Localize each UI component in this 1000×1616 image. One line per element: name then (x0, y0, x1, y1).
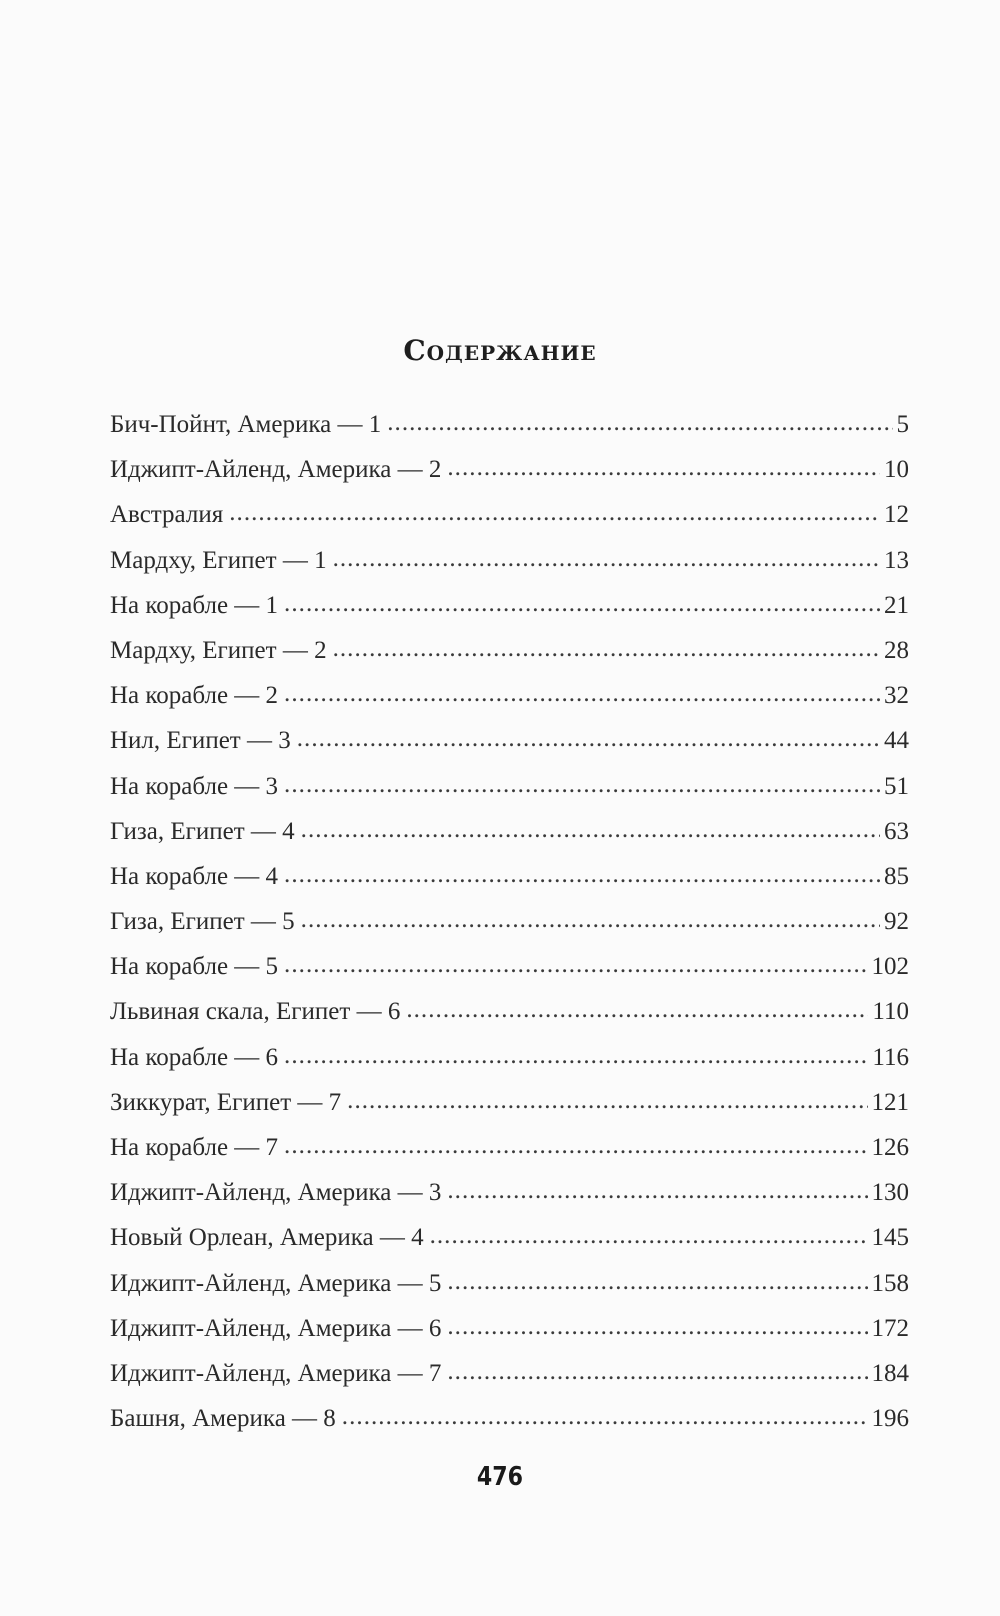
toc-entry-page: 121 (871, 1088, 909, 1116)
dot-leader (301, 815, 880, 845)
toc-entry-page: 12 (884, 501, 909, 529)
toc-entry[interactable] (110, 1133, 909, 1178)
toc-entry[interactable] (110, 1178, 909, 1223)
dot-leader (447, 1357, 867, 1387)
toc-entry-title: На корабле — 4 (110, 862, 279, 890)
dot-leader (284, 679, 880, 709)
toc-entry[interactable] (110, 1404, 909, 1449)
toc-entry-title: Австралия (110, 501, 224, 529)
toc-entry-title: На корабле — 1 (110, 591, 279, 619)
toc-entry[interactable] (110, 500, 909, 545)
toc-entry-title: На корабле — 3 (110, 772, 279, 800)
toc-entry-title: Зиккурат, Египет — 7 (110, 1088, 342, 1116)
dot-leader (284, 1041, 868, 1071)
toc-entry[interactable] (110, 591, 909, 636)
dot-leader (430, 1221, 868, 1251)
toc-entry[interactable] (110, 546, 909, 591)
toc-entry-title: Иджипт-Айленд, Америка — 5 (110, 1269, 442, 1297)
dot-leader (342, 1402, 868, 1432)
toc-entry-title: На корабле — 6 (110, 1043, 279, 1071)
toc-entry-page: 21 (884, 591, 909, 619)
toc-entry-title: Иджипт-Айленд, Америка — 3 (110, 1179, 442, 1207)
dot-leader (284, 770, 880, 800)
toc-entry[interactable] (110, 1043, 909, 1088)
toc-entry-page: 126 (871, 1134, 909, 1161)
toc-entry-title: Бич-Пойнт, Америка — 1 (110, 411, 382, 438)
toc-entry-page: 110 (872, 998, 909, 1026)
toc-entry-title: Мардху, Египет — 2 (110, 636, 327, 664)
toc-entry-title: Иджипт-Айленд, Америка — 6 (110, 1314, 442, 1342)
toc-entry-title: Львиная скала, Египет — 6 (110, 998, 401, 1026)
toc-entry[interactable] (110, 952, 909, 997)
dot-leader (406, 995, 868, 1025)
toc-entry-page: 28 (884, 636, 909, 664)
toc-entry[interactable] (110, 455, 909, 500)
dot-leader (333, 634, 880, 664)
toc-entry-page: 13 (884, 546, 909, 574)
toc-entry-title: Иджипт-Айленд, Америка — 7 (110, 1359, 442, 1387)
toc-entry-page: 172 (871, 1314, 909, 1342)
toc-entry[interactable] (110, 410, 909, 455)
toc-entry-page: 102 (871, 953, 909, 981)
toc-entry-title: Гиза, Египет — 5 (110, 908, 295, 936)
toc-entry[interactable] (110, 681, 909, 726)
dot-leader (229, 498, 880, 528)
toc-entry-page: 184 (871, 1359, 909, 1387)
toc-entry-page: 116 (872, 1043, 909, 1071)
dot-leader (284, 860, 880, 890)
toc-entry-page: 51 (884, 772, 909, 800)
toc-entry[interactable] (110, 907, 909, 952)
toc-entry-page: 92 (884, 908, 909, 936)
dot-leader (284, 1131, 867, 1161)
toc-entry[interactable] (110, 1269, 909, 1314)
toc-entry-title: На корабле — 7 (110, 1134, 279, 1161)
dot-leader (347, 1086, 867, 1116)
toc-entry-title: Мардху, Египет — 1 (110, 546, 327, 574)
toc-entry-title: Нил, Египет — 3 (110, 727, 291, 755)
toc-entry-page: 130 (871, 1179, 909, 1207)
table-of-contents (110, 410, 909, 1449)
toc-entry-page: 158 (871, 1269, 909, 1297)
toc-entry[interactable] (110, 636, 909, 681)
toc-entry[interactable] (110, 997, 909, 1042)
toc-entry-page: 145 (871, 1224, 909, 1252)
toc-entry-title: Башня, Америка — 8 (110, 1405, 336, 1433)
toc-entry-page: 85 (884, 862, 909, 890)
toc-entry-page: 10 (884, 456, 909, 484)
toc-entry[interactable] (110, 1088, 909, 1133)
dot-leader (284, 589, 880, 619)
dot-leader (333, 544, 880, 574)
toc-entry-page: 63 (884, 817, 909, 845)
toc-entry[interactable] (110, 817, 909, 862)
toc-entry-page: 32 (884, 682, 909, 710)
toc-heading: Содержание (403, 334, 597, 367)
toc-entry-page: 196 (871, 1405, 909, 1433)
toc-entry[interactable] (110, 1314, 909, 1359)
dot-leader (447, 1312, 867, 1342)
page-number: 476 (476, 1462, 524, 1492)
toc-entry-title: Новый Орлеан, Америка — 4 (110, 1224, 424, 1252)
toc-entry-title: Гиза, Египет — 4 (110, 817, 295, 845)
toc-entry[interactable] (110, 772, 909, 817)
dot-leader (447, 1176, 867, 1206)
toc-entry[interactable] (110, 726, 909, 771)
toc-entry-title: Иджипт-Айленд, Америка — 2 (110, 456, 442, 484)
toc-entry-page: 5 (896, 411, 909, 438)
toc-entry-title: На корабле — 2 (110, 682, 279, 710)
dot-leader (301, 905, 880, 935)
toc-entry[interactable] (110, 1223, 909, 1268)
dot-leader (387, 408, 892, 438)
dot-leader (297, 724, 880, 754)
dot-leader (447, 1267, 867, 1297)
toc-entry-title: На корабле — 5 (110, 953, 279, 981)
dot-leader (284, 950, 867, 980)
dot-leader (447, 453, 880, 483)
toc-entry[interactable] (110, 1359, 909, 1404)
toc-entry[interactable] (110, 862, 909, 907)
toc-entry-page: 44 (884, 727, 909, 755)
